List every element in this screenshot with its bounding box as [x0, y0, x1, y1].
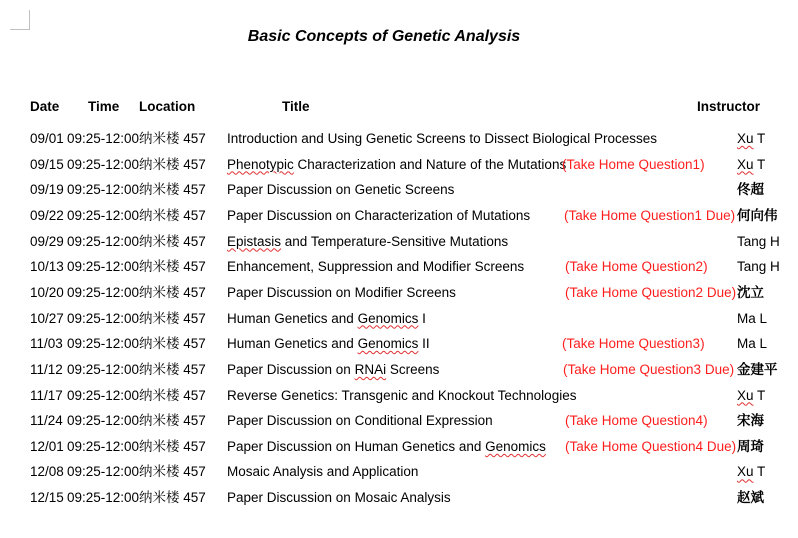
row-location: 纳米楼 457 — [139, 490, 206, 506]
row-instructor: Xu T — [737, 131, 766, 146]
header-title: Title — [282, 99, 310, 114]
row-instructor: Xu T — [737, 464, 766, 480]
row-instructor: Xu T — [737, 387, 766, 403]
row-instructor: Tang H — [737, 259, 780, 275]
row-date: 10/27 — [30, 310, 64, 326]
row-location: 纳米楼 457 — [139, 284, 206, 300]
row-title: Phenotypic Characterization and Nature of the Mutations — [227, 156, 567, 172]
row-location: 纳米楼 457 — [139, 207, 206, 223]
row-title: Paper Discussion on Conditional Expression — [227, 413, 493, 429]
row-note: (Take Home Question2 Due) — [565, 284, 737, 300]
table-row — [0, 257, 798, 277]
row-date: 09/22 — [30, 207, 64, 223]
row-date: 11/03 — [30, 336, 63, 352]
header-location: Location — [139, 99, 196, 114]
row-time: 09:25-12:00 — [67, 387, 140, 403]
table-row — [0, 462, 798, 482]
row-date: 12/01 — [30, 438, 64, 454]
row-date: 10/20 — [30, 284, 64, 300]
row-title: Paper Discussion on Mosaic Analysis — [227, 490, 451, 506]
row-note: (Take Home Question4 Due) — [565, 438, 737, 454]
row-instructor: 周琦 — [737, 438, 764, 455]
row-instructor: 佟超 — [737, 182, 764, 199]
row-note: (Take Home Question4) — [565, 413, 708, 429]
row-instructor: 沈立 — [737, 284, 764, 301]
table-row — [0, 411, 798, 431]
row-title: Epistasis and Temperature-Sensitive Mutations — [227, 233, 509, 249]
row-location: 纳米楼 457 — [139, 464, 206, 480]
header-time: Time — [88, 99, 120, 114]
row-time: 09:25-12:00 — [67, 336, 140, 352]
row-instructor: Ma L — [737, 310, 768, 326]
row-title: Paper Discussion on Characterization of Mutations — [227, 207, 531, 223]
row-title: Human Genetics and Genomics I — [227, 310, 426, 326]
row-title: Enhancement, Suppression and Modifier Screens — [227, 259, 525, 275]
row-title: Human Genetics and Genomics II — [227, 336, 430, 352]
table-row — [0, 206, 798, 226]
row-location: 纳米楼 457 — [139, 361, 206, 377]
row-time: 09:25-12:00 — [67, 156, 140, 172]
row-instructor: 金建平 — [737, 361, 778, 378]
table-row — [0, 386, 798, 406]
row-time: 09:25-12:00 — [67, 284, 140, 300]
row-date: 09/01 — [30, 131, 64, 146]
row-date: 12/08 — [30, 464, 64, 480]
row-date: 11/12 — [30, 361, 63, 377]
row-instructor: Tang H — [737, 233, 780, 249]
row-date: 11/24 — [30, 413, 63, 429]
row-title: Reverse Genetics: Transgenic and Knockout Technologies — [227, 387, 577, 403]
row-time: 09:25-12:00 — [67, 207, 140, 223]
table-row — [0, 232, 798, 252]
table-row — [0, 283, 798, 303]
header-instructor: Instructor — [697, 99, 761, 114]
row-title: Mosaic Analysis and Application — [227, 464, 419, 480]
table-row — [0, 437, 798, 457]
row-instructor: 宋海 — [737, 413, 764, 430]
row-time: 09:25-12:00 — [67, 182, 140, 198]
document-title: Basic Concepts of Genetic Analysis — [247, 28, 521, 45]
row-note: (Take Home Question3) — [562, 336, 705, 352]
row-time: 09:25-12:00 — [67, 361, 140, 377]
row-time: 09:25-12:00 — [67, 259, 140, 275]
row-title: Paper Discussion on Modifier Screens — [227, 284, 456, 300]
row-location: 纳米楼 457 — [139, 259, 206, 275]
row-instructor: 何向伟 — [737, 207, 778, 224]
row-location: 纳米楼 457 — [139, 336, 206, 352]
row-title: Paper Discussion on Genetic Screens — [227, 182, 455, 198]
row-note: (Take Home Question2) — [565, 259, 708, 275]
row-time: 09:25-12:00 — [67, 413, 140, 429]
header-date: Date — [30, 99, 60, 114]
row-note: (Take Home Question1 Due) — [564, 207, 736, 223]
table-row — [0, 309, 798, 329]
row-title: Paper Discussion on RNAi Screens — [227, 361, 440, 377]
row-location: 纳米楼 457 — [139, 310, 206, 326]
row-location: 纳米楼 457 — [139, 131, 206, 146]
row-instructor: Xu T — [737, 156, 766, 172]
row-location: 纳米楼 457 — [139, 387, 206, 403]
row-time: 09:25-12:00 — [67, 233, 140, 249]
row-note: (Take Home Question3 Due) — [563, 361, 735, 377]
row-location: 纳米楼 457 — [139, 413, 206, 429]
row-title: Introduction and Using Genetic Screens to Dissect Biological Processes — [227, 131, 657, 146]
row-time: 09:25-12:00 — [67, 438, 140, 454]
row-location: 纳米楼 457 — [139, 438, 206, 454]
row-title: Paper Discussion on Human Genetics and Genomics — [227, 438, 546, 454]
row-date: 12/15 — [30, 490, 64, 506]
table-row — [0, 180, 798, 200]
row-time: 09:25-12:00 — [67, 490, 140, 506]
row-instructor: Ma L — [737, 336, 768, 352]
row-location: 纳米楼 457 — [139, 156, 206, 172]
row-location: 纳米楼 457 — [139, 233, 206, 249]
row-time: 09:25-12:00 — [67, 310, 140, 326]
row-note: (Take Home Question1) — [562, 156, 705, 172]
table-row — [0, 334, 798, 354]
row-instructor: 赵斌 — [737, 490, 764, 507]
page-corner-marker — [10, 10, 30, 30]
row-location: 纳米楼 457 — [139, 182, 206, 198]
row-time: 09:25-12:00 — [67, 131, 140, 146]
table-row — [0, 488, 798, 508]
row-date: 09/29 — [30, 233, 64, 249]
table-row — [0, 129, 798, 149]
row-time: 09:25-12:00 — [67, 464, 140, 480]
row-date: 09/19 — [30, 182, 64, 198]
row-date: 09/15 — [30, 156, 64, 172]
table-row — [0, 155, 798, 175]
table-row — [0, 360, 798, 380]
row-date: 11/17 — [30, 387, 63, 403]
row-date: 10/13 — [30, 259, 64, 275]
